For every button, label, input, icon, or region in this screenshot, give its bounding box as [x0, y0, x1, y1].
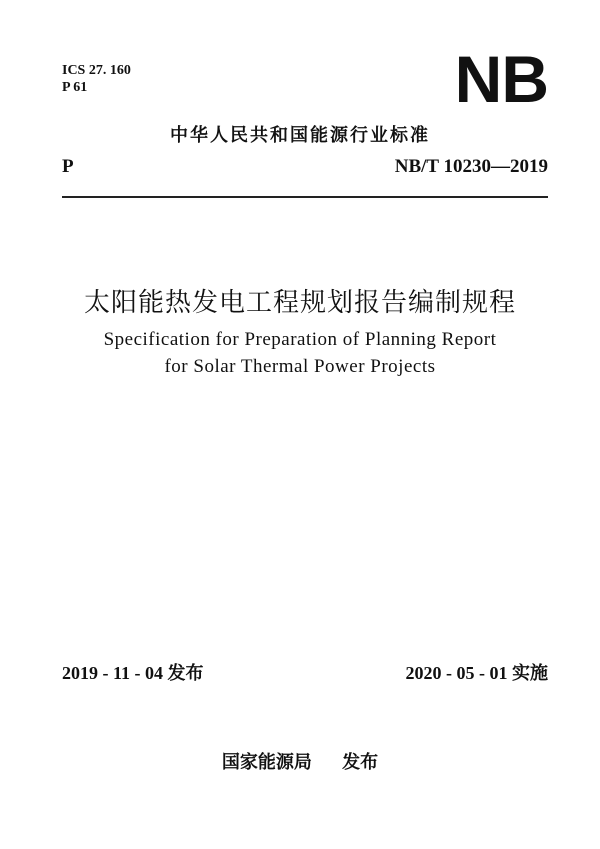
ics-code: ICS 27. 160 [62, 63, 131, 78]
class-letter: P [62, 156, 74, 177]
title-chinese: 太阳能热发电工程规划报告编制规程 [83, 288, 516, 318]
header-divider [62, 196, 548, 198]
issuer-action: 发布 [342, 752, 379, 773]
nb-logo: NB [454, 42, 548, 116]
ccs-code: P 61 [62, 80, 88, 95]
implement-date: 2020 - 05 - 01 实施 [405, 663, 548, 683]
publish-date: 2019 - 11 - 04 发布 [62, 663, 204, 683]
title-english-line2: for Solar Thermal Power Projects [164, 356, 436, 377]
title-english-line1: Specification for Preparation of Planning Report [103, 329, 497, 350]
standard-code: NB/T 10230—2019 [394, 156, 548, 177]
standard-type: 中华人民共和国能源行业标准 [170, 125, 430, 146]
classification-codes [62, 62, 131, 96]
issuer-name: 国家能源局 [221, 752, 312, 773]
issuer [0, 748, 600, 774]
